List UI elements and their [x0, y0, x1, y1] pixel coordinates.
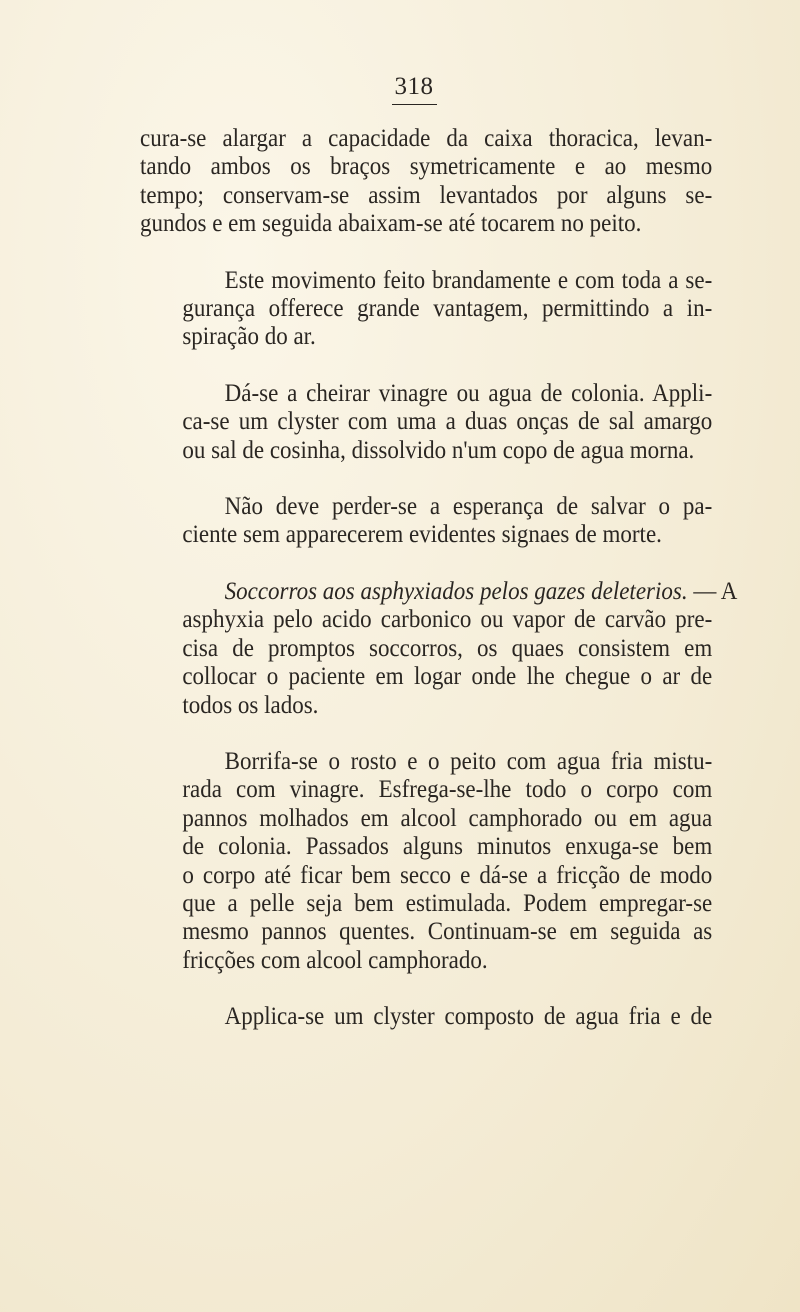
text-line: collocar o paciente em logar onde lhe chegue o ar de	[182, 663, 713, 691]
text-line: spiração do ar.	[182, 323, 316, 351]
paragraph-7	[140, 1003, 712, 1031]
text-line: cura-se alargar a capacidade da caixa thoracica, levan-	[140, 125, 713, 152]
page-number	[0, 70, 800, 105]
text-line: Não deve perder-se a esperança de salvar o pa-	[224, 493, 713, 521]
text-line: Borrifa-se o rosto e o peito com agua fria mistu-	[224, 747, 713, 775]
paragraph-6	[140, 748, 712, 975]
paragraph-4	[140, 493, 712, 550]
text-line: Applica-se um clyster composto de agua fria e de	[224, 1003, 713, 1031]
page-body	[140, 125, 738, 1060]
text-line: ou sal de cosinha, dissolvido n'um copo de agua morna.	[182, 436, 695, 464]
text-line: cisa de promptos soccorros, os quaes consistem em	[182, 634, 713, 662]
text-line: gurança offerece grande vantagem, permittindo a in-	[182, 295, 713, 323]
text-line: rada com vinagre. Esfrega-se-lhe todo o corpo com	[182, 776, 713, 804]
paragraph-2	[140, 267, 712, 352]
text-line: Este movimento feito brandamente e com toda a se-	[224, 266, 713, 294]
text-line: asphyxia pelo acido carbonico ou vapor de carvão pre-	[182, 606, 713, 634]
page-number-text: 318	[392, 70, 437, 105]
text-line: mesmo pannos quentes. Continuam-se em seguida as	[182, 918, 713, 946]
text-line: tempo; conservam-se assim levantados por alguns se-	[140, 181, 713, 209]
section-heading-line	[140, 577, 738, 606]
section-heading-tail: — A	[687, 577, 738, 605]
text-line: o corpo até ficar bem secco e dá-se a fricção de modo	[182, 861, 713, 889]
paragraph-1	[140, 125, 712, 239]
paragraph-3	[140, 380, 712, 465]
paragraph-5	[140, 577, 738, 720]
text-line: que a pelle seja bem estimulada. Podem empregar-se	[182, 889, 713, 917]
text-line: ca-se um clyster com uma a duas onças de sal amargo	[182, 408, 713, 436]
text-line: ciente sem apparecerem evidentes signaes de morte.	[182, 521, 662, 549]
text-line: todos os lados.	[182, 691, 319, 719]
text-line: fricções com alcool camphorado.	[182, 946, 488, 974]
text-line: tando ambos os braços symetricamente e ao mesmo	[140, 153, 713, 181]
text-line: pannos molhados em alcool camphorado ou em agua	[182, 804, 713, 832]
text-line: de colonia. Passados alguns minutos enxuga-se bem	[182, 833, 713, 861]
text-line: gundos e em seguida abaixam-se até tocarem no peito.	[140, 210, 642, 238]
text-line: Dá-se a cheirar vinagre ou agua de colonia. Appli-	[224, 379, 713, 407]
section-heading: Soccorros aos asphyxiados pelos gazes deleterios.	[224, 577, 688, 605]
